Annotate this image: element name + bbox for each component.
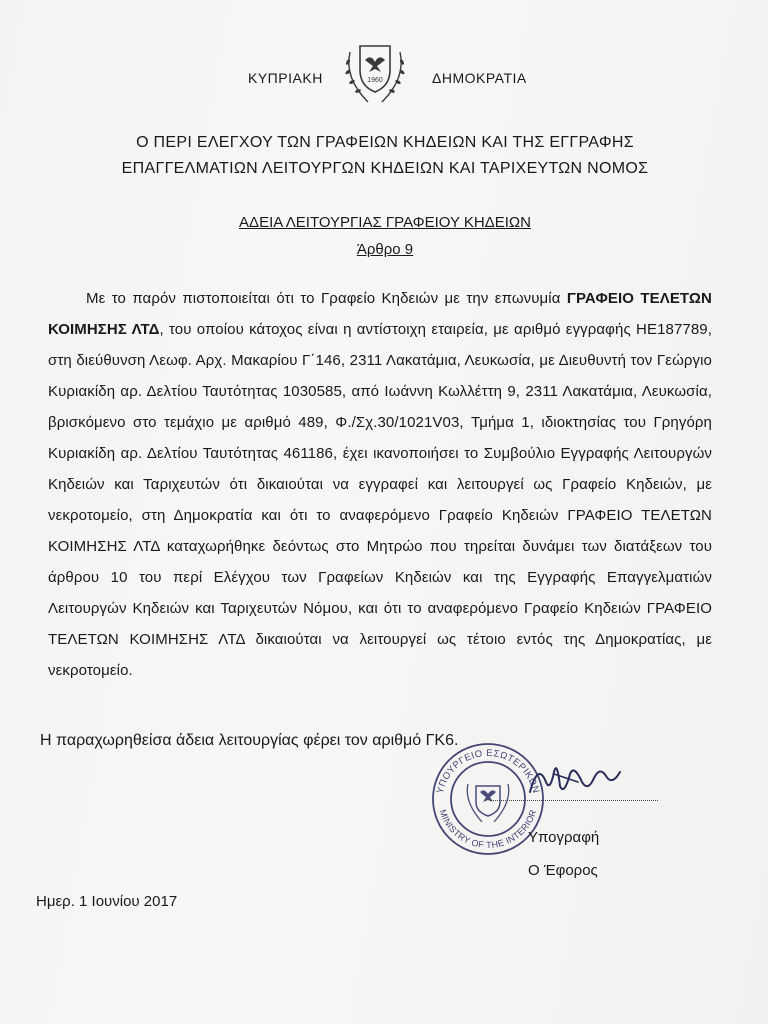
signature-line [490,800,658,801]
stamp-emblem-icon [467,784,508,822]
law-title-line-1: Ο ΠΕΡΙ ΕΛΕΓΧΟΥ ΤΩΝ ΓΡΑΦΕΙΩΝ ΚΗΔΕΙΩΝ ΚΑΙ ΤΗΣ ΕΓΓΡΑΦΗΣ [136,134,634,151]
license-heading: ΑΔΕΙΑ ΛΕΙΤΟΥΡΓΙΑΣ ΓΡΑΦΕΙΟΥ ΚΗΔΕΙΩΝ [239,214,531,231]
cyprus-coat-of-arms-icon [340,42,410,108]
svg-text:MINISTRY OF THE INTERIOR [438,808,539,850]
header-left-word: ΚΥΠΡΙΑΚΗ [248,70,323,86]
signatory-role: Ο Έφορος [528,862,598,879]
header-right-word: ΔΗΜΟΚΡΑΤΙΑ [432,70,527,86]
paragraph-intro: Με το παρόν πιστοποιείται ότι το Γραφείο Κηδειών με την επωνυμία [86,290,567,307]
handwritten-signature [524,752,624,802]
issue-date: Ημερ. 1 Ιουνίου 2017 [36,893,178,910]
paragraph-rest: , του οποίου κάτοχος είναι η αντίστοιχη εταιρεία, με αριθμό εγγραφής ΗΕ187789, στη διεύθυνση Λεωφ. Αρχ. Μακαρίου Γ΄146, 2311 Λακατάμια, Λευκωσία, με Διευθυντή τον Γεώργιο Κυριακίδη αρ. Δελτίου Ταυτότητας 1030585, από Ιωάννη Κωλλέττη 9, 2311 Λακατάμια, Λευκωσία, βρισκόμενο στο τεμάχιο με αριθμό 489, Φ./Σχ.30/1021V03, Τμήμα 1, ιδιοκτησίας του Γρηγόρη Κυριακίδη αρ. Δελτίου Ταυτότητας 461186, έχει ικανοποιήσει το Συμβούλιο Εγγραφής Λειτουργών Κηδειών και Ταριχευτών ότι δικαιούται να εγγραφεί και λειτουργεί ως Γραφείο Κηδειών, με νεκροτομείο, στη Δημοκρατία και ότι το αναφερόμενο Γραφείο Κηδειών ΓΡΑΦΕΙΟ ΤΕΛΕΤΩΝ ΚΟΙΜΗΣΗΣ ΛΤΔ καταχωρήθηκε δεόντως στο Μητρώο που τηρείται δυνάμει των διατάξεων του άρθρου 10 του περί Ελέγχου των Γραφείων Κηδειών και της Εγγραφής Επαγγελματιών Λειτουργών Κηδειών και Ταριχευτών Νόμου, και ότι το αναφερόμενο Γραφείο Κηδειών ΓΡΑΦΕΙΟ ΤΕΛΕΤΩΝ ΚΟΙΜΗΣΗΣ ΛΤΔ δικαιούται να λειτουργεί ως τέτοιο εντός της Δημοκρατίας, με νεκροτομείο. [48,321,712,679]
stamp-bottom-text: MINISTRY OF THE INTERIOR [437,808,539,851]
license-number-line: Η παραχωρηθείσα άδεια λειτουργίας φέρει τον αριθμό ΓΚ6. [40,732,459,749]
stamp-top-text: ΥΠΟΥΡΓΕΙΟ ΕΣΩΤΕΡΙΚΩΝ [434,747,542,795]
law-title-line-2: ΕΠΑΓΓΕΛΜΑΤΙΩΝ ΛΕΙΤΟΥΡΓΩΝ ΚΗΔΕΙΩΝ ΚΑΙ ΤΑΡΙΧΕΥΤΩΝ ΝΟΜΟΣ [121,160,649,177]
article-heading: Άρθρο 9 [356,241,414,258]
signature-label: Υπογραφή [528,829,600,846]
certification-paragraph [48,283,712,686]
svg-text:1960: 1960 [367,77,383,84]
company-name: ΓΡΑΦΕΙΟ ΤΕΛΕΤΩΝ ΚΟΙΜΗΣΗΣ ΛΤΔ [48,290,712,338]
